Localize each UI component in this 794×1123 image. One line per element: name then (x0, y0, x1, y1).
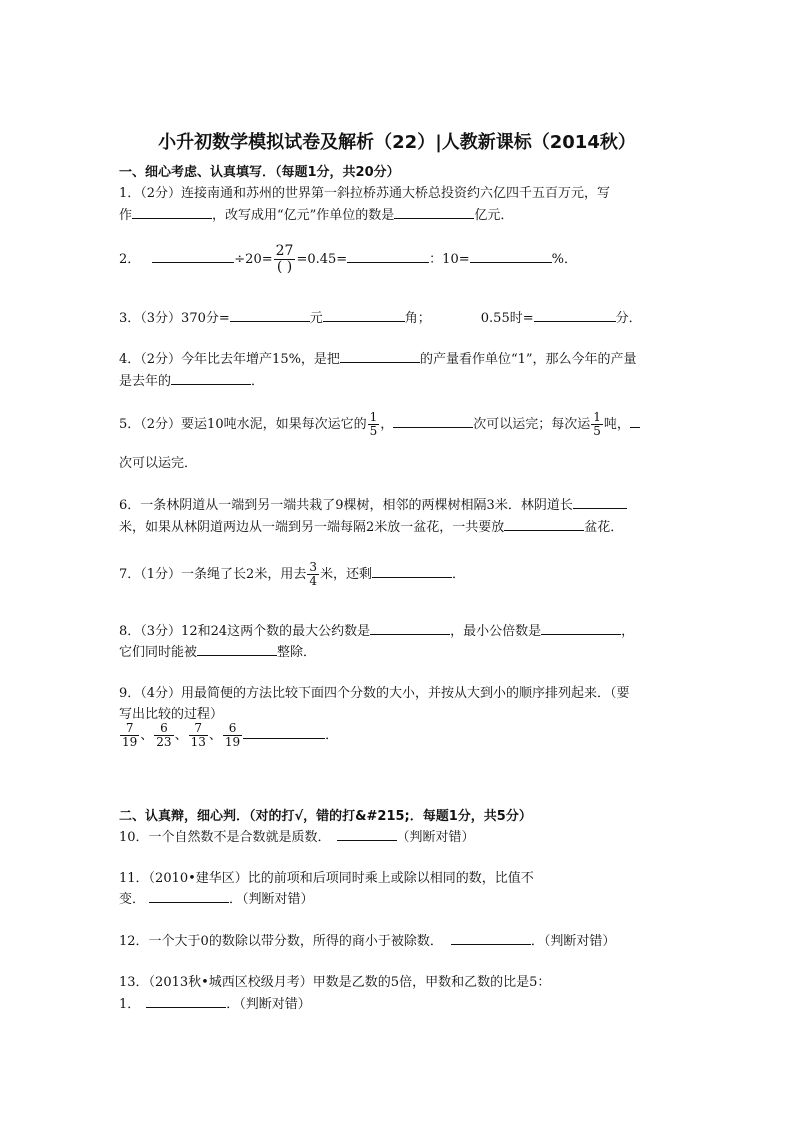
q8-blank-2[interactable] (541, 622, 621, 635)
q2-blank-2[interactable] (347, 250, 429, 263)
q11-blank[interactable] (149, 890, 229, 903)
q2-fraction (274, 244, 296, 275)
q8-blank-3[interactable] (197, 643, 277, 656)
q2-text-c: =0.45= (296, 252, 348, 267)
q9-fraction-2 (154, 722, 173, 749)
question-6-line-2 (119, 516, 623, 535)
q5-fraction-1-numerator: 1 (369, 410, 378, 424)
q9-fraction-1-numerator: 7 (120, 722, 139, 736)
q5-fraction-2-numerator: 1 (593, 410, 601, 424)
q10-text-a: 10．一个自然数不是合数就是质数． (119, 830, 331, 845)
q9-fraction-2-numerator: 6 (154, 722, 173, 736)
q9-fraction-4 (223, 722, 242, 749)
q3-blank-2[interactable] (323, 309, 405, 322)
q13-text-a: 1． (119, 997, 141, 1012)
question-9-line-1: 9．（4分）用最简便的方法比较下面四个分数的大小，并按从大到小的顺序排列起来．（要 (119, 686, 630, 701)
q10-text-b: （判断对错） (396, 830, 475, 845)
q8-text-a: 8．（3分）12和24这两个数的最大公约数是 (119, 624, 371, 639)
q12-text-a: 12．一个大于0的数除以带分数，所得的商小于被除数． (119, 934, 443, 949)
q9-fraction-1-denominator: 19 (122, 735, 138, 749)
q5-fraction-2-denominator: 5 (593, 424, 601, 438)
q6-blank-1[interactable] (573, 496, 627, 509)
q7-fraction (307, 561, 319, 588)
q6-text-b: 米，如果从林阴道两边从一端到另一端每隔2米放一盆花，一共要放 (119, 520, 505, 535)
q9-text-end: ． (325, 728, 339, 743)
q9-fraction-4-denominator: 19 (224, 735, 241, 749)
question-3 (119, 307, 642, 326)
q2-blank-3[interactable] (470, 250, 552, 263)
q2-text-b: ÷20= (234, 252, 273, 267)
q7-fraction-denominator: 4 (309, 574, 317, 588)
question-11-line-1: 11．（2010•建华区）比的前项和后项同时乘上或除以相同的数，比值不 (119, 871, 534, 886)
q1-text-b: ，改写成用“亿元”作单位的数是 (212, 208, 395, 223)
q1-text-a: 作 (119, 208, 133, 223)
q6-text-c: 盆花． (584, 520, 624, 535)
q8-text-b: ，最小公倍数是 (450, 624, 542, 639)
q9-separator: 、 (140, 728, 154, 743)
q2-text-a: 2． (119, 252, 141, 267)
question-5-line-1 (119, 411, 640, 438)
question-4-line-2 (119, 370, 264, 389)
question-13-line-2 (119, 993, 311, 1012)
question-13-line-1: 13．（2013秋•城西区校级月考）甲数是乙数的5倍，甲数和乙数的比是5： (119, 975, 551, 990)
q4-text-a: 4．（2分）今年比去年增产15%，是把 (119, 352, 340, 367)
question-9-fractions (119, 722, 338, 749)
question-7 (119, 561, 465, 588)
q9-fraction-4-numerator: 6 (223, 722, 242, 736)
section-1-heading: 一、细心考虑、认真填写．（每题1分，共20分） (119, 165, 400, 180)
q6-text-a: 6．一条林阴道从一端到另一端共栽了9棵树，相邻的两棵树相隔3米．林阴道长 (119, 498, 573, 513)
q9-fraction-1 (120, 722, 139, 749)
q3-text-d: 0.55时= (480, 311, 534, 326)
question-11-line-2 (119, 888, 314, 907)
q6-blank-2[interactable] (504, 518, 584, 531)
q4-blank-2[interactable] (171, 372, 251, 385)
q8-text-d: 它们同时能被 (119, 645, 198, 660)
q5-text-b: ， (380, 417, 394, 432)
q5-text-d: 吨， (603, 417, 630, 432)
q10-blank[interactable] (337, 828, 397, 841)
q3-blank-3[interactable] (534, 309, 616, 322)
q4-blank-1[interactable] (340, 350, 420, 363)
q11-text-b: ．（判断对错） (229, 892, 314, 907)
q8-text-e: 整除． (277, 645, 317, 660)
q3-text-c: 角； (404, 311, 431, 326)
q3-blank-1[interactable] (230, 309, 310, 322)
q7-text-b: 米，还剩 (319, 567, 372, 582)
question-5-line-2: 次可以运完． (119, 456, 198, 471)
q9-fraction-3-numerator: 7 (189, 722, 208, 736)
q2-blank-1[interactable] (152, 250, 234, 263)
q2-fraction-denominator: ( ) (276, 259, 293, 275)
q1-blank-2[interactable] (394, 206, 474, 219)
q9-fraction-3-denominator: 13 (190, 735, 206, 749)
question-8-line-1 (119, 620, 634, 639)
q12-text-b: ．（判断对错） (530, 934, 616, 949)
q3-text-b: 元 (309, 311, 323, 326)
q13-blank[interactable] (146, 995, 226, 1008)
q7-text-c: ． (451, 567, 465, 582)
q5-blank-1[interactable] (393, 415, 473, 428)
q1-text-c: 亿元． (474, 208, 514, 223)
q13-text-b: ．（判断对错） (226, 997, 311, 1012)
q1-blank-1[interactable] (132, 206, 212, 219)
q8-blank-1[interactable] (370, 622, 450, 635)
q5-fraction-1 (368, 411, 380, 438)
question-4-line-1 (119, 348, 637, 367)
q3-text-a: 3．（3分）370分= (119, 311, 230, 326)
q4-text-d: ． (251, 374, 265, 389)
q2-text-d: ：10= (429, 252, 470, 267)
q12-blank[interactable] (451, 932, 531, 945)
q5-blank-2[interactable] (630, 415, 640, 428)
section-2-heading: 二、认真辩，细心判．（对的打√，错的打&#215;．每题1分，共5分） (119, 809, 532, 824)
question-10 (119, 826, 475, 845)
q5-fraction-2 (591, 411, 603, 438)
question-1-line-1: 1．（2分）连接南通和苏州的世界第一斜拉桥苏通大桥总投资约六亿四千五百万元，写 (119, 186, 611, 201)
q4-text-c: 是去年的 (119, 374, 172, 389)
question-2 (119, 244, 577, 275)
q9-separator: 、 (208, 728, 222, 743)
question-1-line-2 (119, 204, 513, 223)
q8-text-c: ， (621, 624, 635, 639)
q11-text-a: 变． (119, 892, 146, 907)
q7-fraction-numerator: 3 (309, 560, 317, 574)
q3-text-e: 分． (615, 311, 642, 326)
question-9-line-2: 写出比较的过程） (119, 707, 224, 722)
question-12 (119, 930, 615, 949)
question-6-line-1 (119, 494, 627, 513)
q9-fraction-2-denominator: 23 (156, 735, 172, 749)
q9-fraction-3 (189, 722, 208, 749)
q4-text-b: 的产量看作单位“1”，那么今年的产量 (419, 352, 637, 367)
q5-fraction-1-denominator: 5 (369, 424, 378, 438)
q9-separator: 、 (174, 728, 188, 743)
q2-text-e: %． (551, 252, 577, 267)
q5-text-c: 次可以运完；每次运 (473, 417, 591, 432)
page-title: 小升初数学模拟试卷及解析（22）|人教新课标（2014秋） (158, 132, 636, 153)
q2-fraction-numerator: 27 (275, 243, 294, 259)
q7-text-a: 7．（1分）一条绳了长2米，用去 (119, 567, 307, 582)
q9-blank[interactable] (243, 726, 325, 739)
question-8-line-2 (119, 641, 316, 660)
q7-blank[interactable] (372, 565, 452, 578)
q5-text-a: 5．（2分）要运10吨水泥，如果每次运它的 (119, 417, 367, 432)
